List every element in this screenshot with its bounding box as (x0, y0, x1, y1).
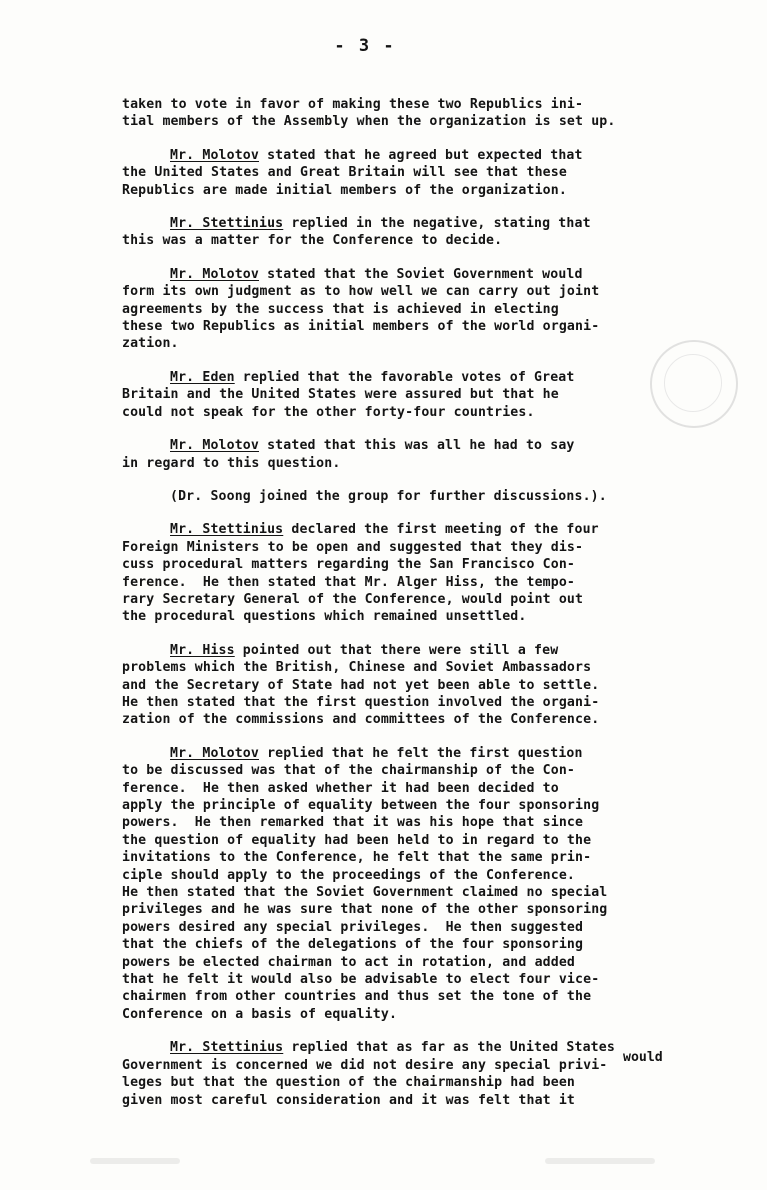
line-text: apply the principle of equality between the four sponsoring (122, 798, 600, 813)
speaker-name: Mr. Molotov (170, 745, 259, 761)
speaker-name: Mr. Molotov (170, 266, 259, 282)
line-text: in regard to this question. (122, 455, 341, 471)
line-text: the question of equality had been held to in regard to the (122, 832, 592, 848)
line-text: He then stated that the Soviet Government claimed no special (122, 885, 608, 901)
paragraph (122, 147, 682, 199)
paragraph (122, 215, 682, 250)
line-text: zation of the commissions and committees of the Conference. (122, 712, 600, 728)
paragraph (122, 369, 682, 421)
paragraph-first-line (122, 437, 682, 454)
line-text: ciple should apply to the proceedings of the Conference. (122, 867, 576, 883)
line-text: taken to vote in favor of making these two Republics ini- (122, 97, 584, 112)
line-text: zation. (122, 336, 179, 352)
speaker-name: Mr. Molotov (170, 147, 259, 163)
paragraph-first-line (122, 369, 682, 386)
speaker-name: Mr. Stettinius (170, 1040, 284, 1056)
line-text: could not speak for the other forty-four countries. (122, 404, 535, 420)
paragraph (122, 1039, 682, 1109)
speaker-name: Mr. Hiss (170, 642, 235, 658)
catchword: would (623, 1050, 663, 1065)
line-text: that the chiefs of the delegations of the four sponsoring (122, 937, 584, 953)
line-text: ference. He then asked whether it had been decided to (122, 780, 559, 796)
paragraph-first-line (122, 266, 682, 283)
line-text: stated that this was all he had to say (259, 438, 575, 454)
scan-smudge-right (545, 1158, 655, 1164)
line-text: Britain and the United States were assured but that he (122, 387, 559, 403)
line-text: Conference on a basis of equality. (122, 1006, 398, 1022)
paragraph-first-line (122, 642, 682, 659)
line-text: chairmen from other countries and thus set the tone of the (122, 989, 592, 1005)
line-text: powers be elected chairman to act in rotation, and added (122, 954, 576, 970)
line-text: given most careful consideration and it was felt that it (122, 1092, 576, 1108)
line-text: that he felt it would also be advisable to elect four vice- (122, 972, 600, 988)
memo-body (122, 96, 682, 1125)
line-text: stated that he agreed but expected that (259, 147, 583, 163)
paragraph (122, 488, 682, 505)
line-text: tial members of the Assembly when the organization is set up. (122, 114, 616, 130)
line-text: powers. He then remarked that it was his hope that since (122, 815, 584, 831)
paragraph-first-line (122, 1039, 682, 1056)
line-text: privileges and he was sure that none of the other sponsoring (122, 902, 608, 918)
line-text: these two Republics as initial members of the world organi- (122, 319, 600, 335)
speaker-name: Mr. Molotov (170, 438, 259, 454)
line-text: form its own judgment as to how well we can carry out joint (122, 284, 600, 300)
line-text: replied that he felt the first question (259, 745, 583, 761)
line-text: Republics are made initial members of the organization. (122, 182, 567, 198)
line-text: declared the first meeting of the four (283, 522, 599, 538)
paragraph (122, 642, 682, 729)
paragraph-first-line (122, 215, 682, 232)
paragraph-first-line (122, 147, 682, 164)
line-text: problems which the British, Chinese and Soviet Ambassadors (122, 660, 592, 676)
paragraph-first-line (122, 521, 682, 538)
paragraph (122, 96, 682, 131)
page-number: - 3 - (334, 36, 396, 56)
speaker-name: Mr. Eden (170, 369, 235, 385)
line-text: (Dr. Soong joined the group for further discussions.). (170, 488, 607, 504)
line-text: pointed out that there were still a few (234, 642, 559, 658)
line-text: to be discussed was that of the chairmanship of the Con- (122, 763, 576, 779)
line-text: rary Secretary General of the Conference, would point out (122, 591, 584, 607)
line-text: cuss procedural matters regarding the San Francisco Con- (122, 557, 576, 573)
paragraph-first-line (122, 745, 682, 762)
line-text: Government is concerned we did not desire any special privi- (122, 1057, 608, 1073)
speaker-name: Mr. Stettinius (170, 522, 284, 538)
line-text: replied in the negative, stating that (283, 216, 591, 232)
line-text: the procedural questions which remained unsettled. (122, 609, 527, 625)
paragraph (122, 437, 682, 472)
scan-smudge-left (90, 1158, 180, 1164)
line-text: He then stated that the first question involved the organi- (122, 694, 600, 710)
paragraph (122, 521, 682, 625)
line-text: replied that as far as the United States (283, 1040, 615, 1056)
line-text: replied that the favorable votes of Great (234, 369, 575, 385)
line-text: Foreign Ministers to be open and suggested that they dis- (122, 539, 584, 555)
line-text: ference. He then stated that Mr. Alger Hiss, the tempo- (122, 574, 576, 590)
speaker-name: Mr. Stettinius (170, 216, 284, 232)
line-text: and the Secretary of State had not yet been able to settle. (122, 677, 600, 693)
line-text: the United States and Great Britain will see that these (122, 165, 567, 181)
line-text: leges but that the question of the chairmanship had been (122, 1075, 576, 1091)
line-text: stated that the Soviet Government would (259, 266, 583, 282)
paragraph (122, 266, 682, 353)
paragraph (122, 745, 682, 1024)
line-text: this was a matter for the Conference to decide. (122, 233, 503, 249)
line-text: invitations to the Conference, he felt that the same prin- (122, 850, 592, 866)
line-text: agreements by the success that is achieved in electing (122, 301, 559, 317)
line-text: powers desired any special privileges. He then suggested (122, 919, 584, 935)
